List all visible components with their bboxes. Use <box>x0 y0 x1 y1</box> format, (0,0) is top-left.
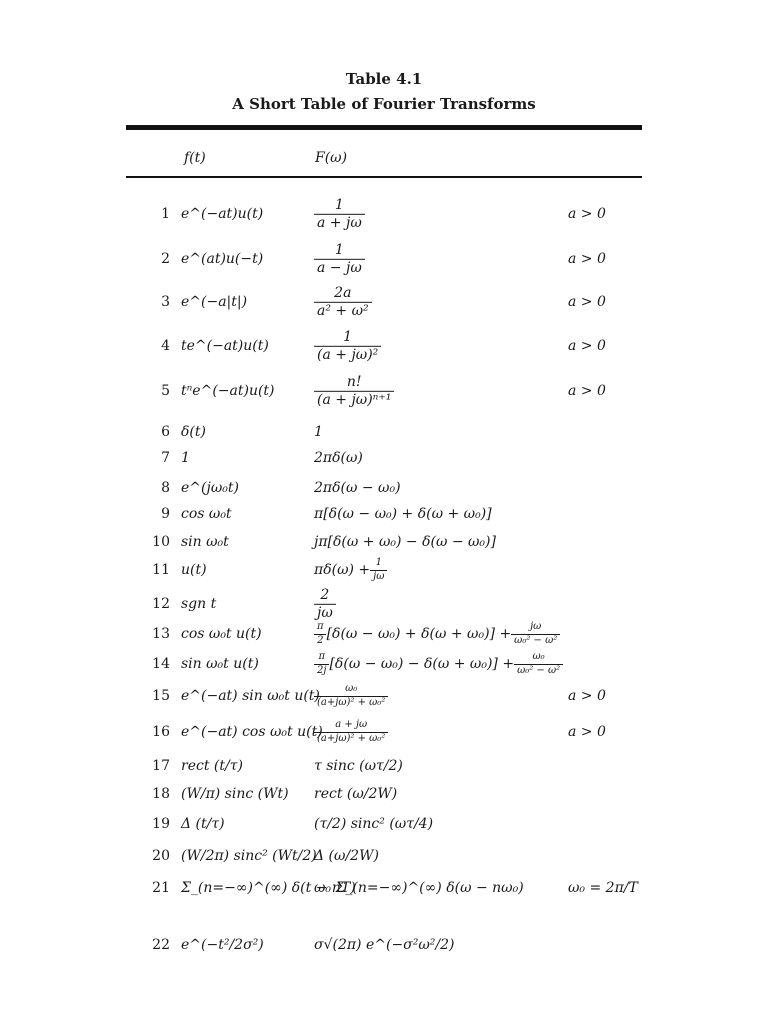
header-ft: f(t) <box>184 150 206 166</box>
time-function: e^(−t²/2σ²) <box>181 937 264 953</box>
time-function: sin ω₀t <box>181 534 229 550</box>
transform-fraction-denominator: jω <box>314 604 336 621</box>
fourier-transform: jπ[δ(ω + ω₀) − δ(ω − ω₀)] <box>314 534 496 550</box>
table-row <box>0 555 768 585</box>
transform-fraction-denominator: (a + jω)ⁿ⁺¹ <box>314 391 394 408</box>
transform-fraction-numerator: ω₀ <box>532 651 545 662</box>
table-row <box>0 751 768 781</box>
time-function: u(t) <box>181 562 207 578</box>
fourier-transform: σ√(2π) e^(−σ²ω²/2) <box>314 937 455 953</box>
table-row <box>0 527 768 557</box>
table-row <box>0 284 768 319</box>
fourier-transform <box>314 588 336 620</box>
transform-fraction <box>314 330 381 362</box>
transform-fraction-denominator: a − jω <box>314 259 365 276</box>
table-row <box>0 241 768 276</box>
fourier-transform: Δ (ω/2W) <box>314 848 379 864</box>
validity-condition: a > 0 <box>568 724 606 740</box>
transform-fraction <box>314 198 365 230</box>
table-row <box>0 328 768 363</box>
time-function: (W/2π) sinc² (Wt/2) <box>181 848 317 864</box>
row-number: 1 <box>161 206 170 222</box>
fourier-transform <box>314 684 388 708</box>
row-number: 5 <box>161 383 170 399</box>
top-thick-rule <box>126 125 642 130</box>
fourier-transform: 1 <box>314 424 323 440</box>
transform-fraction <box>511 622 560 646</box>
transform-lead-fraction-numerator: π <box>317 621 324 632</box>
fourier-transform <box>314 243 365 275</box>
fourier-transform: rect (ω/2W) <box>314 786 398 802</box>
validity-condition: a > 0 <box>568 383 606 399</box>
row-number: 2 <box>161 251 170 267</box>
transform-fraction-denominator: ω₀² − ω² <box>511 634 560 647</box>
fourier-transform <box>314 558 387 582</box>
fourier-transform <box>314 622 560 646</box>
transform-fraction <box>314 720 388 744</box>
transform-fraction <box>314 588 336 620</box>
row-number: 6 <box>161 424 170 440</box>
table-row <box>0 196 768 231</box>
time-function: e^(at)u(−t) <box>181 251 264 267</box>
row-number: 16 <box>152 724 170 740</box>
transform-fraction-numerator: 1 <box>343 328 353 345</box>
fourier-transform <box>314 720 388 744</box>
transform-fraction <box>314 286 372 318</box>
validity-condition: a > 0 <box>568 688 606 704</box>
time-function: e^(−at) sin ω₀t u(t) <box>181 688 320 704</box>
row-number: 12 <box>152 596 170 612</box>
transform-fraction-denominator: a + jω <box>314 214 365 231</box>
transform-fraction <box>370 558 387 582</box>
transform-lead-fraction <box>314 652 329 676</box>
table-row <box>0 443 768 473</box>
row-number: 11 <box>152 562 170 578</box>
row-number: 19 <box>152 816 170 832</box>
row-number: 21 <box>152 880 170 896</box>
row-number: 3 <box>161 294 170 310</box>
transform-fraction-numerator: jω <box>530 621 542 632</box>
table-row <box>0 681 768 711</box>
transform-fraction <box>314 375 394 407</box>
row-number: 20 <box>152 848 170 864</box>
fourier-transform: 2πδ(ω − ω₀) <box>314 480 401 496</box>
transform-fraction-numerator: 2a <box>334 284 352 301</box>
row-number: 22 <box>152 937 170 953</box>
time-function: te^(−at)u(t) <box>181 338 269 354</box>
table-row <box>0 373 768 408</box>
header-rule <box>126 176 642 178</box>
table-row <box>0 841 768 871</box>
table-row <box>0 779 768 809</box>
transform-lead-fraction-numerator: π <box>318 651 326 662</box>
table-row <box>0 649 768 679</box>
fourier-transform <box>314 652 563 676</box>
row-number: 7 <box>161 450 170 466</box>
transform-fraction-numerator: 1 <box>334 241 344 258</box>
validity-condition: a > 0 <box>568 251 606 267</box>
transform-lead-fraction-denominator: 2 <box>314 634 326 647</box>
transform-prefix: πδ(ω) + <box>314 562 371 578</box>
transform-fraction-numerator: 2 <box>320 586 330 603</box>
transform-fraction-denominator: a² + ω² <box>314 302 372 319</box>
table-row <box>0 586 768 621</box>
time-function: cos ω₀t <box>181 506 232 522</box>
fourier-transform: τ sinc (ωτ/2) <box>314 758 403 774</box>
time-function: e^(−at) cos ω₀t u(t) <box>181 724 323 740</box>
table-caption-title: A Short Table of Fourier Transforms <box>232 95 536 113</box>
transform-lead-fraction-denominator: 2j <box>314 664 329 677</box>
time-function: Δ (t/τ) <box>181 816 225 832</box>
row-number: 17 <box>152 758 170 774</box>
table-row <box>0 809 768 839</box>
row-number: 8 <box>161 480 170 496</box>
time-function: cos ω₀t u(t) <box>181 626 262 642</box>
time-function: sgn t <box>181 596 217 612</box>
fourier-transform <box>314 286 372 318</box>
transform-fraction-denominator: (a+jω)² + ω₀² <box>314 696 388 709</box>
fourier-transform: (τ/2) sinc² (ωτ/4) <box>314 816 434 832</box>
transform-fraction <box>314 243 365 275</box>
transform-fraction-numerator: a + jω <box>335 719 368 730</box>
time-function: (W/π) sinc (Wt) <box>181 786 289 802</box>
time-function: Σ_(n=−∞)^(∞) δ(t − nT) <box>181 880 356 896</box>
transform-fraction-numerator: 1 <box>375 557 382 568</box>
transform-lead-fraction <box>314 622 327 646</box>
table-row <box>0 930 768 960</box>
fourier-transform <box>314 330 381 362</box>
fourier-transform <box>314 375 394 407</box>
time-function: sin ω₀t u(t) <box>181 656 259 672</box>
row-number: 15 <box>152 688 170 704</box>
time-function: δ(t) <box>181 424 206 440</box>
row-number: 18 <box>152 786 170 802</box>
transform-fraction-numerator: n! <box>346 373 362 390</box>
table-caption-number: Table 4.1 <box>345 70 423 88</box>
transform-fraction <box>514 652 563 676</box>
table-row <box>0 619 768 649</box>
transform-fraction <box>314 684 388 708</box>
time-function: e^(−a|t|) <box>181 294 248 310</box>
transform-fraction-denominator: (a + jω)² <box>314 346 381 363</box>
validity-condition: a > 0 <box>568 338 606 354</box>
table-row <box>0 499 768 529</box>
transform-fraction-denominator: (a+jω)² + ω₀² <box>314 732 388 745</box>
header-fw: F(ω) <box>315 150 348 166</box>
transform-fraction-numerator: 1 <box>334 196 344 213</box>
time-function: rect (t/τ) <box>181 758 243 774</box>
fourier-transform: π[δ(ω − ω₀) + δ(ω + ω₀)] <box>314 506 492 522</box>
fourier-transform <box>314 198 365 230</box>
time-function: 1 <box>181 450 190 466</box>
row-number: 14 <box>152 656 170 672</box>
transform-fraction-denominator: ω₀² − ω² <box>514 664 563 677</box>
fourier-transform: 2πδ(ω) <box>314 450 363 466</box>
time-function: e^(jω₀t) <box>181 480 239 496</box>
row-number: 13 <box>152 626 170 642</box>
transform-fraction-numerator: ω₀ <box>345 683 358 694</box>
row-number: 4 <box>161 338 170 354</box>
table-row <box>0 717 768 747</box>
transform-middle: [δ(ω − ω₀) − δ(ω + ω₀)] + <box>329 656 515 672</box>
validity-condition: ω₀ = 2π/T <box>568 880 638 896</box>
transform-fraction-denominator: jω <box>370 570 387 583</box>
fourier-transform: ω₀ Σ_(n=−∞)^(∞) δ(ω − nω₀) <box>314 880 524 896</box>
validity-condition: a > 0 <box>568 294 606 310</box>
transform-middle: [δ(ω − ω₀) + δ(ω + ω₀)] + <box>326 626 512 642</box>
table-row <box>0 873 768 903</box>
time-function: tⁿe^(−at)u(t) <box>181 383 275 399</box>
validity-condition: a > 0 <box>568 206 606 222</box>
time-function: e^(−at)u(t) <box>181 206 264 222</box>
row-number: 9 <box>161 506 170 522</box>
row-number: 10 <box>152 534 170 550</box>
